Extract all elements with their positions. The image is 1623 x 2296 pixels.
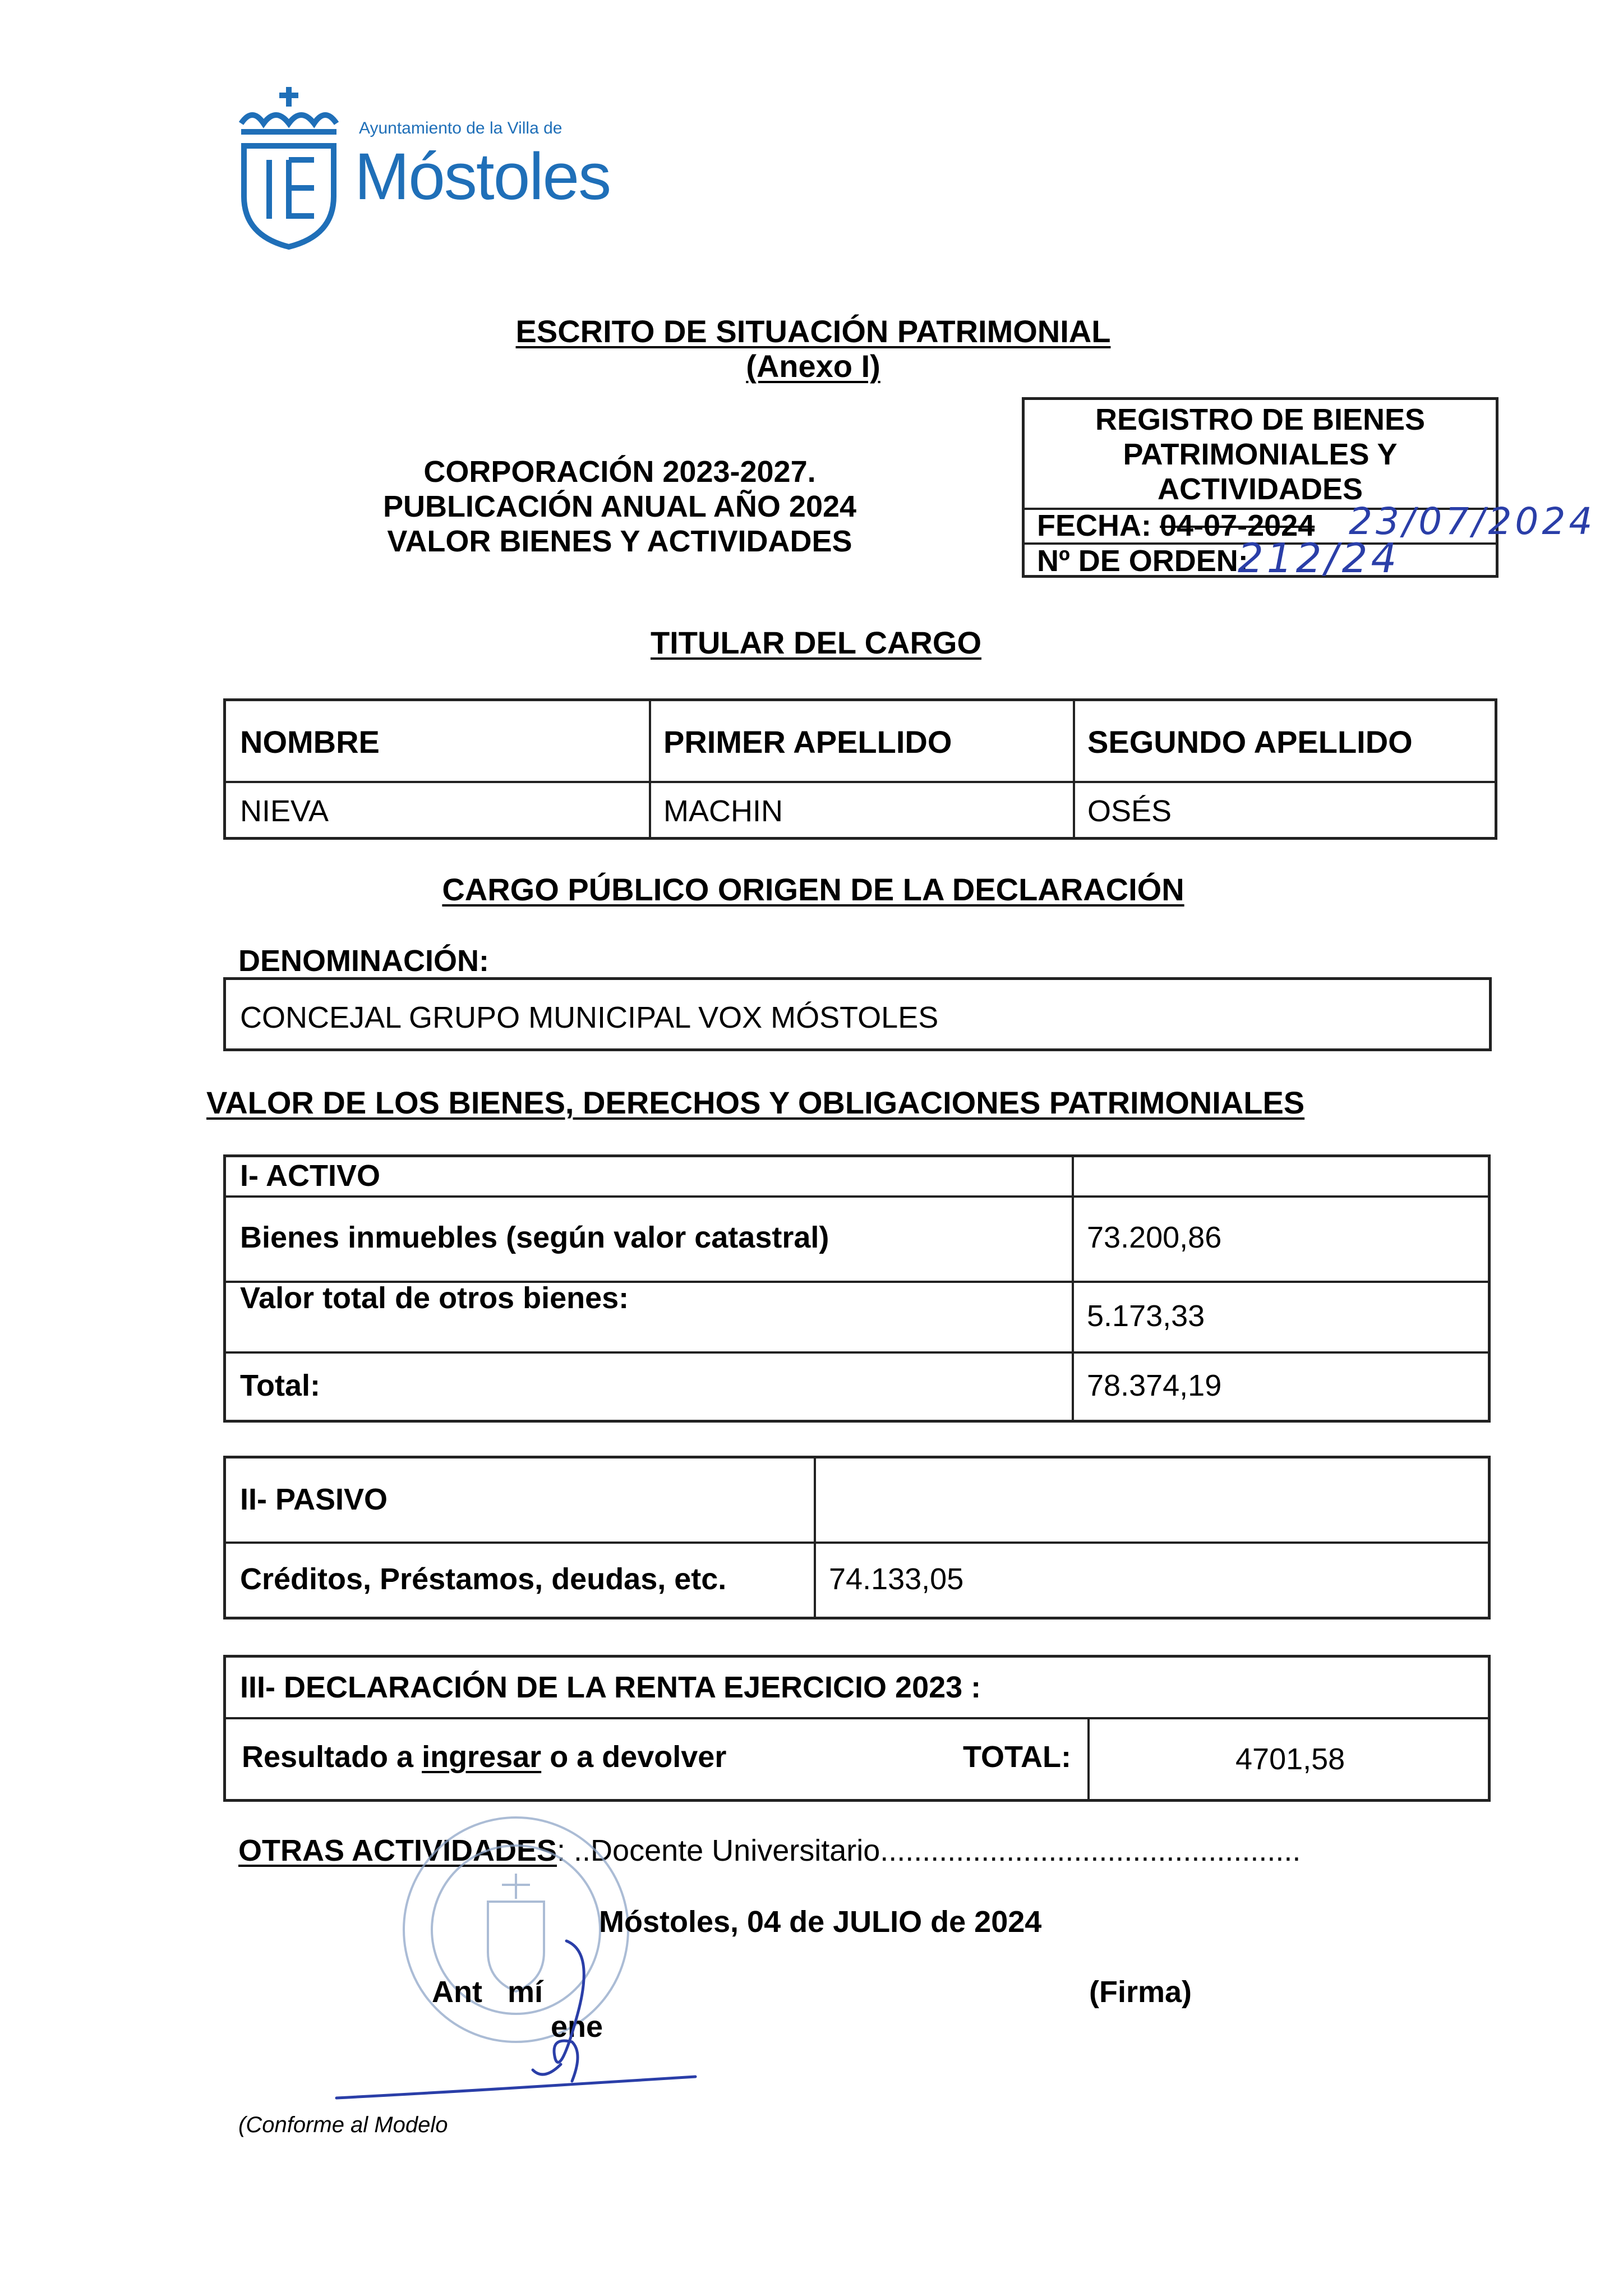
denominacion-label: DENOMINACIÓN: <box>238 944 489 978</box>
pasivo-row-value: 74.133,05 <box>829 1562 964 1596</box>
ene-text: ene <box>551 2010 603 2044</box>
title-line-2: (Anexo I) <box>746 348 880 384</box>
valor-heading <box>206 1085 1304 1120</box>
activo-row-1-value: 73.200,86 <box>1087 1221 1222 1254</box>
activo-row-2-value: 5.173,33 <box>1087 1299 1205 1333</box>
fecha-printed: 04-07-2024 <box>1160 509 1315 542</box>
logo <box>236 84 628 252</box>
otras-label: OTRAS ACTIVIDADES <box>238 1834 557 1867</box>
document-title <box>393 314 1234 384</box>
activo-row-3-value: 78.374,19 <box>1087 1369 1222 1402</box>
denominacion-value: CONCEJAL GRUPO MUNICIPAL VOX MÓSTOLES <box>240 1001 939 1034</box>
renta-title: III- DECLARACIÓN DE LA RENTA EJERCICIO 2023 : <box>240 1671 981 1704</box>
logo-title: Móstoles <box>354 140 611 214</box>
header-primer-apellido: PRIMER APELLIDO <box>663 724 952 760</box>
denominacion-box <box>223 977 1492 1051</box>
registro-title-2: PATRIMONIALES Y <box>1123 438 1398 471</box>
logo-subtitle: Ayuntamiento de la Villa de <box>359 119 562 137</box>
corporacion-line-2: PUBLICACIÓN ANUAL AÑO 2024 <box>382 490 857 523</box>
cargo-heading-text: CARGO PÚBLICO ORIGEN DE LA DECLARACIÓN <box>442 872 1184 907</box>
orden-label: Nº DE ORDEN: <box>1037 544 1248 578</box>
registro-title-3: ACTIVIDADES <box>1157 472 1363 506</box>
activo-row-2-label: Valor total de otros bienes: <box>240 1281 629 1315</box>
activo-table <box>223 1154 1491 1423</box>
firma-label: (Firma) <box>1089 1975 1192 2009</box>
corporacion-line-1: CORPORACIÓN 2023-2027. <box>423 455 816 489</box>
pasivo-table <box>223 1456 1491 1619</box>
pasivo-row-label: Créditos, Préstamos, deudas, etc. <box>240 1562 727 1596</box>
corporacion-block <box>314 454 925 559</box>
renta-result <box>242 1740 726 1774</box>
corporacion-line-3: VALOR BIENES Y ACTIVIDADES <box>387 524 852 558</box>
fecha-handwritten: 23/07/2024 <box>1349 500 1596 543</box>
activo-row-3-label: Total: <box>240 1369 320 1402</box>
title-line-1: ESCRITO DE SITUACIÓN PATRIMONIAL <box>515 314 1111 349</box>
renta-table <box>223 1655 1491 1802</box>
cargo-heading <box>336 872 1290 907</box>
pasivo-title: II- PASIVO <box>240 1483 388 1516</box>
fecha-label: FECHA: <box>1037 509 1151 542</box>
signature-icon <box>331 1930 712 2115</box>
header-segundo-apellido: SEGUNDO APELLIDO <box>1087 724 1413 760</box>
activo-title: I- ACTIVO <box>240 1159 380 1193</box>
place-date: Móstoles, 04 de JULIO de 2024 <box>599 1905 1042 1939</box>
titular-heading-text: TITULAR DEL CARGO <box>650 625 982 660</box>
header-nombre: NOMBRE <box>240 724 380 760</box>
activo-row-1-label: Bienes inmuebles (según valor catastral) <box>240 1221 829 1254</box>
value-primer-apellido: MACHIN <box>663 794 783 828</box>
registro-title-1: REGISTRO DE BIENES <box>1095 403 1426 436</box>
orden-handwritten: 212/24 <box>1238 535 1400 582</box>
renta-result-suffix: o a devolver <box>541 1740 727 1774</box>
footnote: (Conforme al Modelo <box>238 2113 448 2137</box>
value-segundo-apellido: OSÉS <box>1087 794 1172 828</box>
registro-box <box>1022 397 1596 582</box>
renta-result-underlined: ingresar <box>422 1740 542 1774</box>
value-nombre: NIEVA <box>240 794 329 828</box>
renta-result-prefix: Resultado a <box>242 1740 422 1774</box>
valor-heading-text: VALOR DE LOS BIENES, DERECHOS Y OBLIGACIONES PATRIMONIALES <box>206 1085 1305 1120</box>
otras-value: : ..Docente Universitario.................................................. <box>557 1834 1301 1867</box>
titular-table <box>223 698 1497 840</box>
titular-heading <box>561 625 1071 660</box>
ante-mi: Ant mí <box>432 1975 543 2009</box>
renta-total-label: TOTAL: <box>963 1740 1071 1774</box>
renta-total-value: 4701,58 <box>1235 1742 1345 1776</box>
coat-of-arms-icon <box>236 84 342 252</box>
